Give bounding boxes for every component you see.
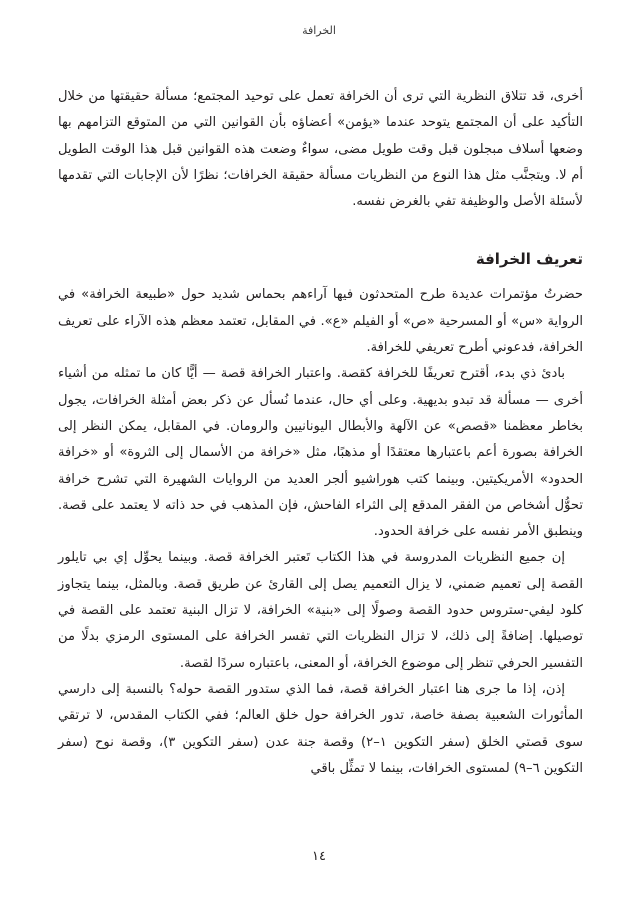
section-heading: تعريف الخرافة bbox=[475, 250, 583, 269]
paragraph-theories: إن جميع النظريات المدروسة في هذا الكتاب تَعتبر الخرافة قصة. وبينما يحوِّل إي بي تايلور القصة إلى تعميم ضمني، لا يزال التعميم يصل إلى القارئ عن طريق قصة. وبالمثل، بينما يتجاوز كلود ليفي-ستروس حدود القصة وصولًا إلى «بنية» الخرافة، لا تزال البنية تعتمد على القصة في توصيلها. إضافةً إلى ذلك، لا تزال النظريات التي تفسر الخرافة على المستوى الرمزي بدلًا من التفسير الحرفي تنظر إلى موضوع الخرافة، أو المعنى، باعتباره سردًا لقصة. bbox=[58, 550, 583, 671]
page-body bbox=[58, 84, 583, 782]
paragraph-conferences: حضرتُ مؤتمرات عديدة طرح المتحدثون فيها آراءهم بحماس شديد حول «طبيعة الخرافة» في الرواية «س» أو المسرحية «ص» أو الفيلم «ع». في المقابل، تعتمد معظم هذه الآراء على تعريف الخرافة، فدعوني أطرح تعريفي للخرافة. bbox=[58, 287, 583, 356]
paragraph-subject: إذن، إذا ما جرى هنا اعتبار الخرافة قصة، فما الذي ستدور القصة حوله؟ بالنسبة إلى دارسي المأثورات الشعبية بصفة خاصة، تدور الخرافة حول خلق العالم؛ ففي الكتاب المقدس، لا ترتقي سوى قصتي الخلق (سفر التكوين ١–٢) وقصة جنة عدن (سفر التكوين ٣)، وقصة نوح (سفر التكوين ٦–٩) لمستوى الخرافات، بينما لا تمثِّل باقي bbox=[58, 681, 583, 776]
running-head: الخرافة bbox=[302, 24, 336, 37]
paragraph-myth-as-story: بادئ ذي بدء، أقترح تعريفًا للخرافة كقصة. واعتبار الخرافة قصة — أيًّا كان ما تمثله من أشياء أخرى — مسألة قد تبدو بديهية. وعلى أي حال، عندما نُسأل عن ذكر بعض أمثلة الخرافات، يجول بخاطر معظمنا «قصص» عن الآلهة والأبطال اليونانيين والرومان. في المقابل، يمكن النظر إلى الخرافة بصورة أعم باعتبارها معتقدًا أو مذهبًا، مثل «خرافة من الأسمال إلى الثروة» أو «خرافة الحدود» الأمريكيتين. وبينما كتب هوراشيو ألجر العديد من الروايات الشهيرة التي تشرح خرافة تحوُّل أشخاص من الفقر المدقع إلى الثراء الفاحش، فإن المذهب في حد ذاته لا يعتمد على قصة. وينطبق الأمر نفسه على خرافة الحدود. bbox=[58, 366, 583, 540]
paragraph-continuation: أخرى، قد تتلاق النظرية التي ترى أن الخرافة تعمل على توحيد المجتمع؛ مسألة حقيقتها من خلال التأكيد على أن المجتمع يتوحد عندما «يؤمن» أعضاؤه بأن القوانين التي من المتوقع التزامهم بها وضعها أسلاف مبجلون قبل وقت طويل مضى، سواءٌ وضعت هذه القوانين قبل هذا الوقت الطويل أم لا. ويتجنَّب مثل هذا النوع من النظريات مسألة حقيقة الخرافات؛ نظرًا لأن الإجابات التي تقدمها لأسئلة الأصل والوظيفة تفي بالغرض نفسه. bbox=[58, 89, 583, 210]
page-number: ١٤ bbox=[312, 849, 326, 864]
